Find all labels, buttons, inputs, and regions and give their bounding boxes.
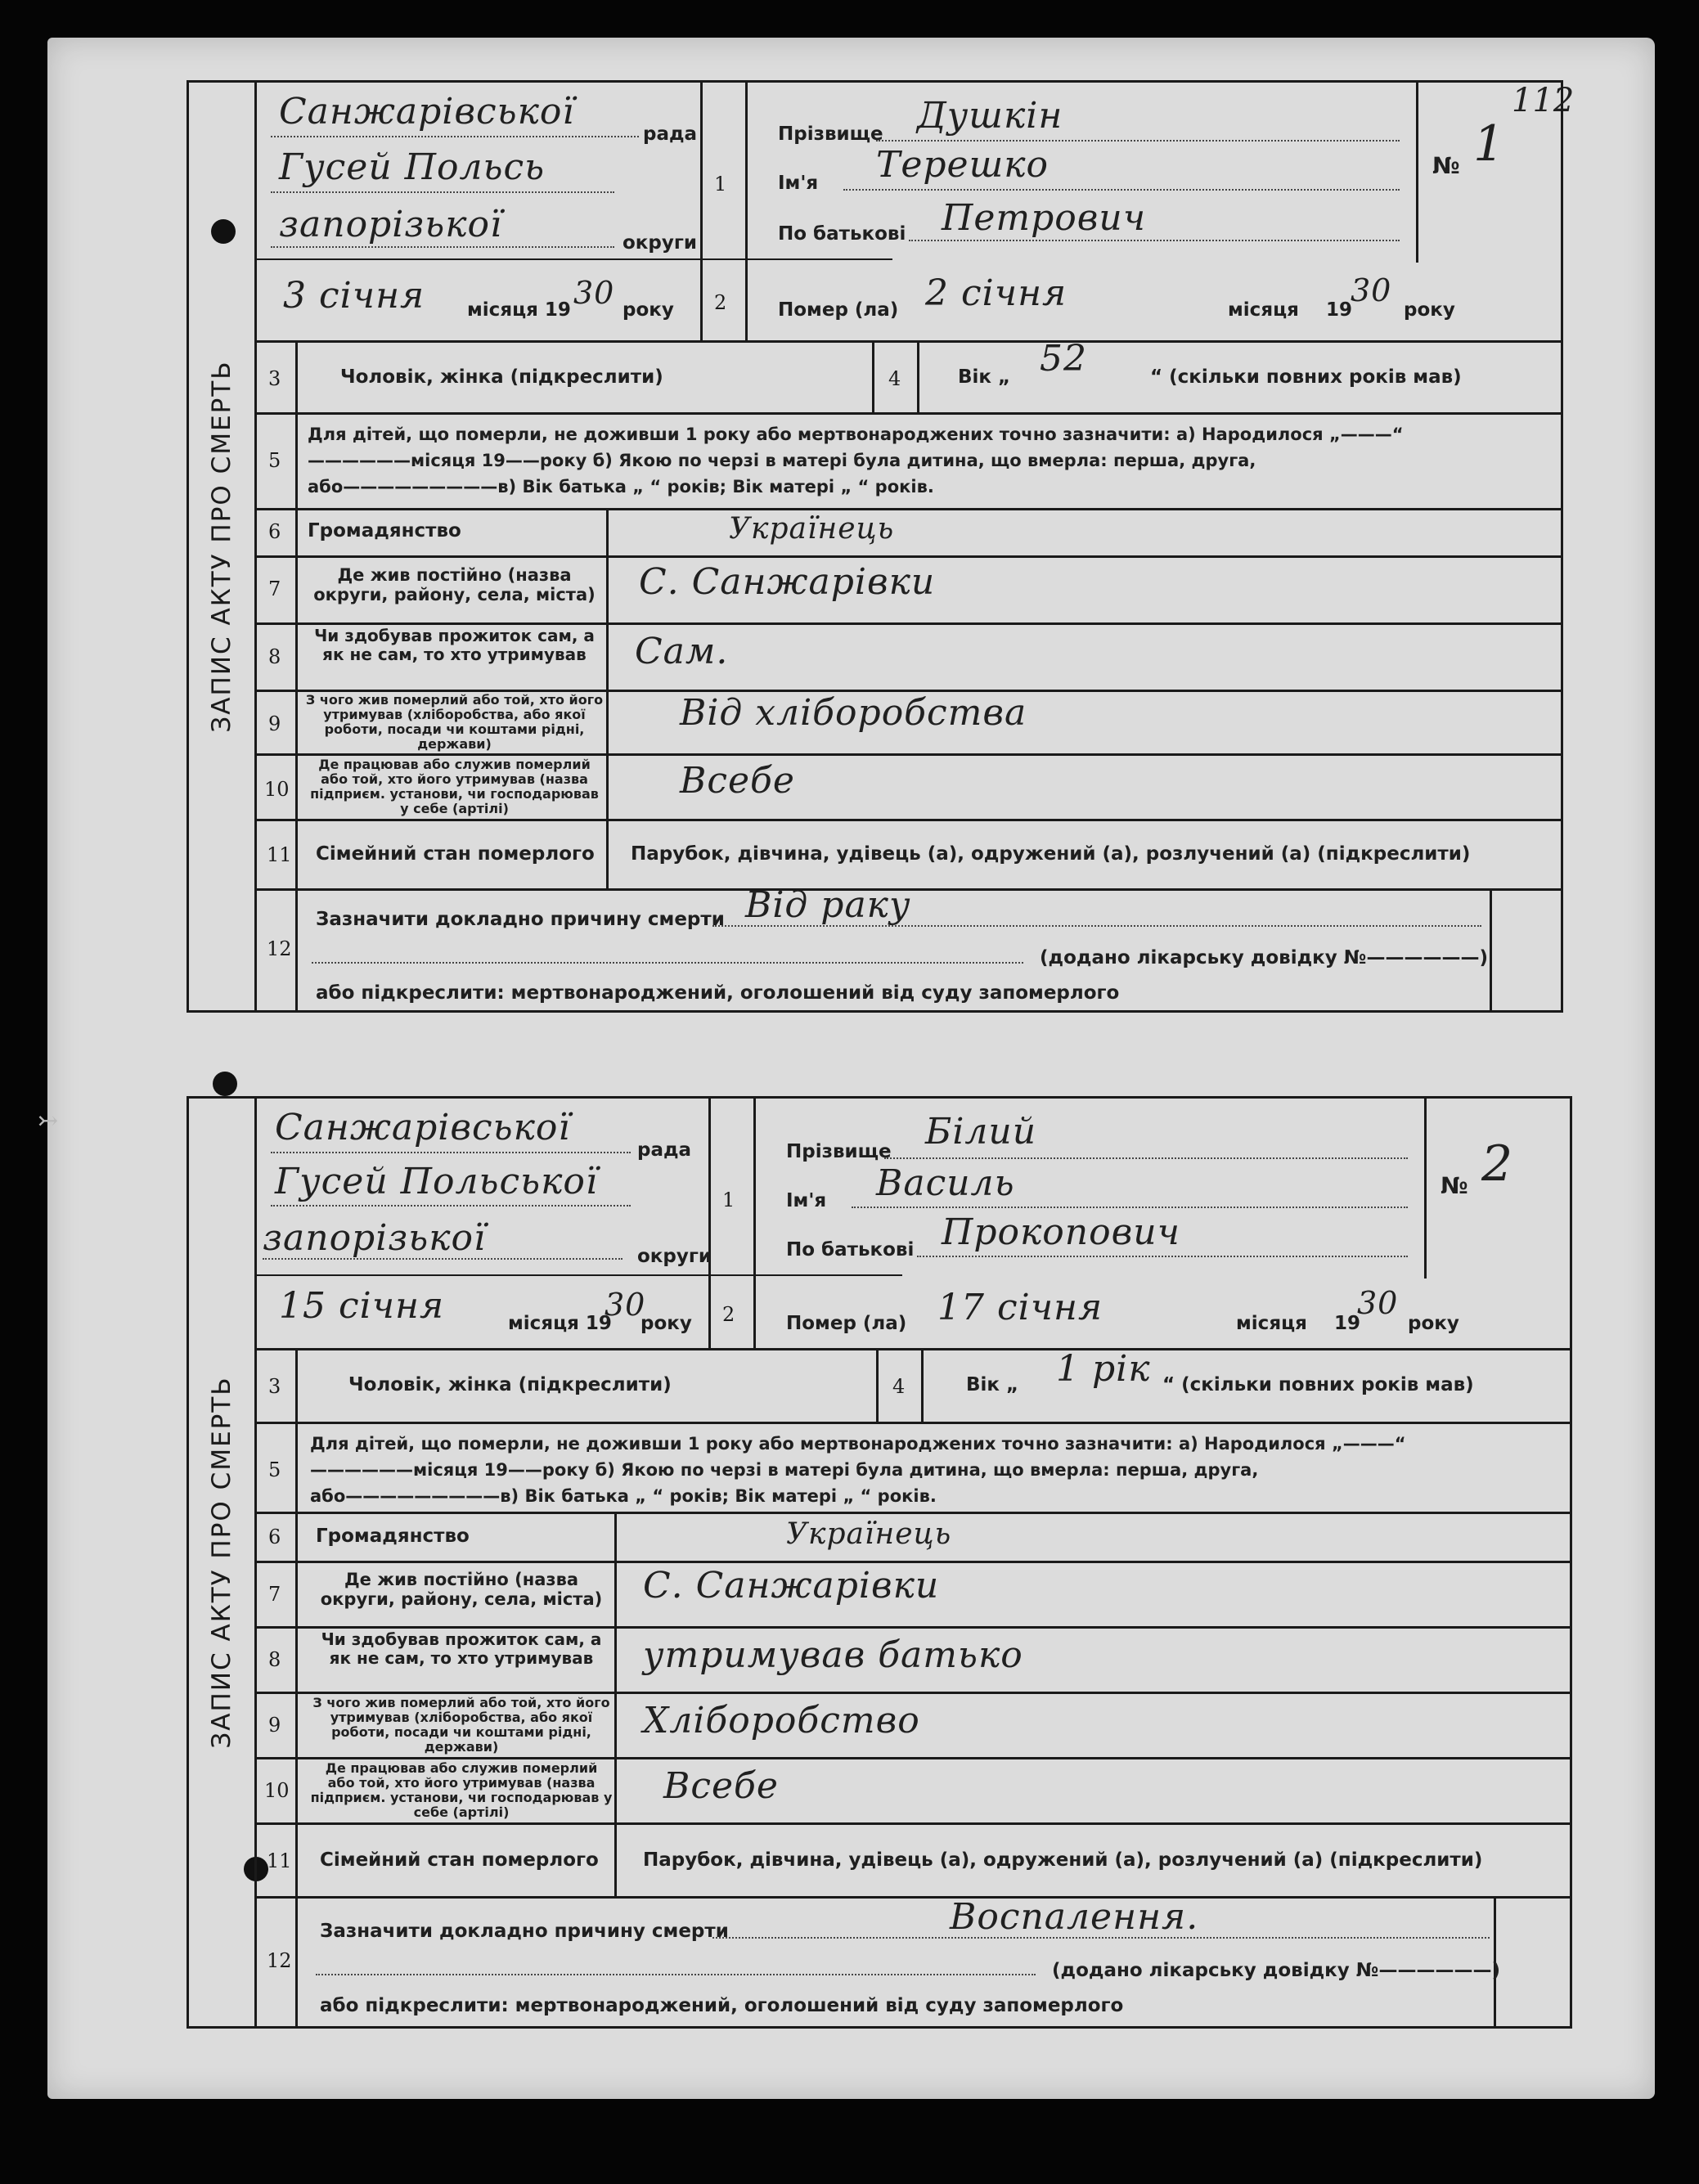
death-record-2: ЗАПИС АКТУ ПРО СМЕРТЬ Санжарівської рада Гусей Польської запорізької округи 15 січня місяця 19 30 року 1 2 Прізвище Білий Ім'я Василь По батькові Прокопович Помер (ла) 17 січня місяця 19 30 року № 2 3 Чоловік, жінка (підкреслити) 4 Вік „ 1 рік “ (скільки повних років мав) 5 Для дітей, що померли, не доживши 1 року або мертвонароджених точно зазначити: а) Народилося „———“ ——————місяця 19——року б) Якою по черзі в матері була дитина, що вмерла: перша, друга, або—————————в) Вік батька „ “ років; Вік матері „ “ років. 6 Громадянство Українець 7 Де жив постійно (назва округи, району, села, міста) С. Санжарівки 8 Чи здобував прожиток сам, а як не сам, то хто утримував утримував батько 9 З чого жив померлий або той, хто його утримував (хліборобства, або якої роботи, посади чи коштами рідні, держави) Хліборобство 10 Де працював або служив померлий або той, хто його утримував (назва підприєм. установи, чи господарював у себе (артілі) Всебе 11 Сімейний стан померлого Парубок, дівчина, удівець (а), одружений (а), розлучений (а) (підкреслити) 12 Зазначити докладно причину смерти Воспалення. (додано лікарську довідку №——————) або підкреслити: мертвонароджений, оголошений від суду запомерлого: [187, 1096, 1572, 2029]
row-number: 4: [888, 367, 901, 390]
abo-pidkreslyty-label: або підкреслити: мертвонароджений, оголошений від суду запомерлого: [316, 982, 1120, 1004]
hromadyanstvo-value: Українець: [786, 1517, 952, 1551]
row-number: 10: [264, 778, 290, 801]
death-date-value: 17 січня: [937, 1287, 1103, 1328]
z-choho-zhyv-label: З чого жив померлий або той, хто його утримував (хліборобства, або якої роботи, посади чи коштами рідні, держави): [305, 692, 604, 752]
imya-label: Ім'я: [786, 1190, 827, 1211]
prizvyshche-value: Душкін: [917, 95, 1063, 137]
record-no-value: 1: [1473, 115, 1506, 173]
row-number: 6: [268, 1526, 281, 1548]
de-pratsyuvav-label: Де працював або служив померлий або той, хто його утримував (назва підприєм. установи, чи господарював у себе (артілі): [310, 757, 599, 816]
row-number: 10: [264, 1779, 290, 1802]
child-line-3: або—————————в) Вік батька „ “ років; Вік матері „ “ років.: [308, 477, 934, 497]
vik-value: 52: [1040, 338, 1087, 380]
imya-value: Василь: [876, 1162, 1015, 1204]
child-line-2: ——————місяця 19——року б) Якою по черзі в матері була дитина, що вмерла: перша, друга,: [308, 451, 1256, 470]
pomer-label: Помер (ла): [786, 1313, 907, 1334]
de-pratsyuvav-value: Всебе: [663, 1765, 779, 1807]
child-line-1: Для дітей, що померли, не доживши 1 року або мертвонароджених точно зазначити: а) Народилося „———“: [310, 1434, 1406, 1454]
row-number: 11: [267, 843, 292, 866]
death-year-value: 30: [1351, 272, 1392, 308]
de-zhyv-value: С. Санжарівки: [639, 561, 936, 603]
okruha-value: запорізької: [279, 204, 503, 245]
side-label-box: [189, 83, 257, 1010]
po-batkovi-value: Петрович: [942, 197, 1147, 239]
vik-value: 1 рік: [1056, 1348, 1151, 1390]
row-number: 1: [714, 173, 727, 195]
okrugy-label: округи: [623, 232, 698, 254]
abo-pidkreslyty-label: або підкреслити: мертвонароджений, оголошений від суду запомерлого: [320, 1995, 1124, 2016]
row-number: 8: [268, 645, 281, 668]
khto-utrymuvav-value: Сам.: [635, 631, 729, 672]
prychyna-label: Зазначити докладно причину смерти: [320, 1921, 729, 1942]
prizvyshche-value: Білий: [925, 1111, 1037, 1153]
z-choho-value: Хліборобство: [643, 1700, 920, 1741]
misyatsya-19-label: місяця 19: [508, 1313, 612, 1334]
row-number: 4: [892, 1375, 906, 1398]
child-line-1: Для дітей, що померли, не доживши 1 року або мертвонароджених точно зазначити: а) Народилося „———“: [308, 425, 1404, 444]
misyatsya-19-label: місяця 19: [467, 299, 571, 321]
record-no-label: №: [1441, 1172, 1468, 1199]
rada-label: рада: [643, 124, 698, 145]
okruha-value: запорізької: [263, 1217, 487, 1259]
record-no-value: 2: [1481, 1135, 1514, 1193]
child-line-2: ——————місяця 19——року б) Якою по черзі в матері була дитина, що вмерла: перша, друга,: [310, 1460, 1259, 1480]
row-number: 12: [267, 937, 292, 960]
prychyna-value: Воспалення.: [950, 1896, 1199, 1938]
row-number: 9: [268, 1714, 281, 1737]
khto-utrymuvav-value: утримував батько: [643, 1634, 1023, 1676]
row-number: 3: [268, 367, 281, 390]
hromadyanstvo-label: Громадянство: [308, 520, 461, 542]
imya-label: Ім'я: [778, 173, 819, 194]
dodano-label: (додано лікарську довідку №——————): [1052, 1960, 1500, 1981]
row-number: 12: [267, 1949, 292, 1972]
reg-date-value: 3 січня: [283, 275, 425, 317]
rada-value: Санжарівської: [275, 1107, 571, 1148]
row-number: 7: [268, 1583, 281, 1606]
margin-mark: ↣: [38, 1107, 59, 1135]
vik-label: Вік „: [958, 366, 1011, 388]
simeynyi-stan-label: Сімейний стан померлого: [316, 843, 595, 865]
roku-label: року: [1404, 299, 1455, 321]
prychyna-label: Зазначити докладно причину смерти: [316, 909, 725, 930]
pomer-label: Помер (ла): [778, 299, 899, 321]
cholovik-zhinka-label: Чоловік, жінка (підкреслити): [348, 1374, 672, 1395]
row-number: 1: [722, 1189, 735, 1211]
dodano-label: (додано лікарську довідку №——————): [1040, 947, 1488, 968]
row-number: 3: [268, 1375, 281, 1398]
po-batkovi-label: По батькові: [786, 1239, 915, 1261]
roku-label: року: [1408, 1313, 1459, 1334]
po-batkovi-value: Прокопович: [942, 1211, 1180, 1253]
vik-tail-label: “ (скільки повних років мав): [1162, 1374, 1474, 1395]
row-number: 11: [267, 1849, 292, 1872]
side-label: ЗАПИС АКТУ ПРО СМЕРТЬ: [207, 1376, 236, 1749]
side-label-box: [189, 1099, 257, 2026]
row-number: 5: [268, 449, 281, 472]
z-choho-value: Від хліборобства: [680, 692, 1027, 734]
rayon-value: Гусей Польсь: [279, 146, 546, 188]
death-date-value: 2 січня: [925, 272, 1067, 314]
reg-date-value: 15 січня: [279, 1285, 445, 1327]
prizvyshche-label: Прізвище: [778, 124, 883, 145]
roku-label: року: [640, 1313, 692, 1334]
imya-value: Терешко: [876, 144, 1050, 186]
punch-hole: [213, 1072, 237, 1096]
page-number: 112: [1512, 82, 1575, 119]
death-year-value: 30: [1357, 1285, 1399, 1321]
death-record-1: ЗАПИС АКТУ ПРО СМЕРТЬ Санжарівської рада Гусей Польсь запорізької округи 3 січня місяця 19 30 року 1 2 Прізвище Душкін Ім'я Терешко По батькові Петрович Помер (ла) 2 січня місяця 19 30 року № 1 3 Чоловік, жінка (підкреслити) 4 Вік „ 52 “ (скільки повних років мав) 5 Для дітей, що померли, не доживши 1 року або мертвонароджених точно зазначити: а) Народилося „———“ ——————місяця 19——року б) Якою по черзі в матері була дитина, що вмерла: перша, друга, або—————————в) Вік батька „ “ років; Вік матері „ “ років. 6 Громадянство Українець 7 Де жив постійно (назва округи, району, села, міста) С. Санжарівки 8 Чи здобував прожиток сам, а як не сам, то хто утримував Сам. 9 З чого жив померлий або той, хто його утримував (хліборобства, або якої роботи, посади чи коштами рідні, держави) Від хліборобства 10 Де працював або служив померлий або той, хто його утримував (назва підприєм. установи, чи господарював у себе (артілі) Всебе 11 Сімейний стан померлого Парубок, дівчина, удівець (а), одружений (а), розлучений (а) (підкреслити) 12 Зазначити докладно причину смерти Від раку (додано лікарську довідку №——————) або підкреслити: мертвонароджений, оголошений від суду запомерлого: [187, 80, 1563, 1013]
prizvyshche-label: Прізвище: [786, 1141, 892, 1162]
simeynyi-options: Парубок, дівчина, удівець (а), одружений (а), розлучений (а) (підкреслити): [643, 1849, 1483, 1871]
simeynyi-options: Парубок, дівчина, удівець (а), одружений (а), розлучений (а) (підкреслити): [631, 843, 1471, 865]
rayon-value: Гусей Польської: [275, 1161, 598, 1202]
chy-zdobuvav-label: Чи здобував прожиток сам, а як не сам, то хто утримував: [321, 1629, 602, 1668]
hromadyanstvo-label: Громадянство: [316, 1526, 470, 1547]
row-number: 6: [268, 520, 281, 543]
row-number: 2: [714, 291, 727, 314]
roku-label: року: [623, 299, 674, 321]
record-no-label: №: [1432, 152, 1460, 179]
row-number: 2: [722, 1303, 735, 1326]
prychyna-value: Від раку: [745, 884, 911, 926]
vik-label: Вік „: [966, 1374, 1019, 1395]
side-label: ЗАПИС АКТУ ПРО СМЕРТЬ: [207, 360, 236, 733]
hromadyanstvo-value: Українець: [729, 512, 895, 546]
simeynyi-stan-label: Сімейний стан померлого: [320, 1849, 599, 1871]
reg-year-value: 30: [605, 1287, 646, 1323]
vik-tail-label: “ (скільки повних років мав): [1150, 366, 1462, 388]
row-number: 8: [268, 1648, 281, 1671]
misyatsya-label: місяця: [1228, 299, 1299, 321]
de-zhyv-value: С. Санжарівки: [643, 1565, 940, 1607]
child-line-3: або—————————в) Вік батька „ “ років; Вік матері „ “ років.: [310, 1486, 937, 1506]
de-zhyv-label: Де жив постійно (назва округи, району, села, міста): [320, 1570, 603, 1609]
chy-zdobuvav-label: Чи здобував прожиток сам, а як не сам, то хто утримував: [314, 626, 595, 664]
de-zhyv-label: Де жив постійно (назва округи, району, села, міста): [313, 565, 596, 604]
po-batkovi-label: По батькові: [778, 223, 906, 245]
row-number: 9: [268, 712, 281, 735]
de-pratsyuvav-value: Всебе: [680, 760, 795, 802]
row-number: 5: [268, 1458, 281, 1481]
okrugy-label: округи: [637, 1246, 712, 1267]
misyatsya-label: місяця: [1236, 1313, 1307, 1334]
reg-year-value: 30: [573, 275, 615, 311]
z-choho-zhyv-label: З чого жив померлий або той, хто його утримував (хліборобства, або якої роботи, посади чи коштами рідні, держави): [312, 1695, 610, 1755]
rada-label: рада: [637, 1139, 692, 1161]
row-number: 7: [268, 577, 281, 600]
de-pratsyuvav-label: Де працював або служив померлий або той, хто його утримував (назва підприєм. установи, чи господарював у себе (артілі): [310, 1760, 613, 1820]
cholovik-zhinka-label: Чоловік, жінка (підкреслити): [340, 366, 663, 388]
rada-value: Санжарівської: [279, 91, 575, 133]
